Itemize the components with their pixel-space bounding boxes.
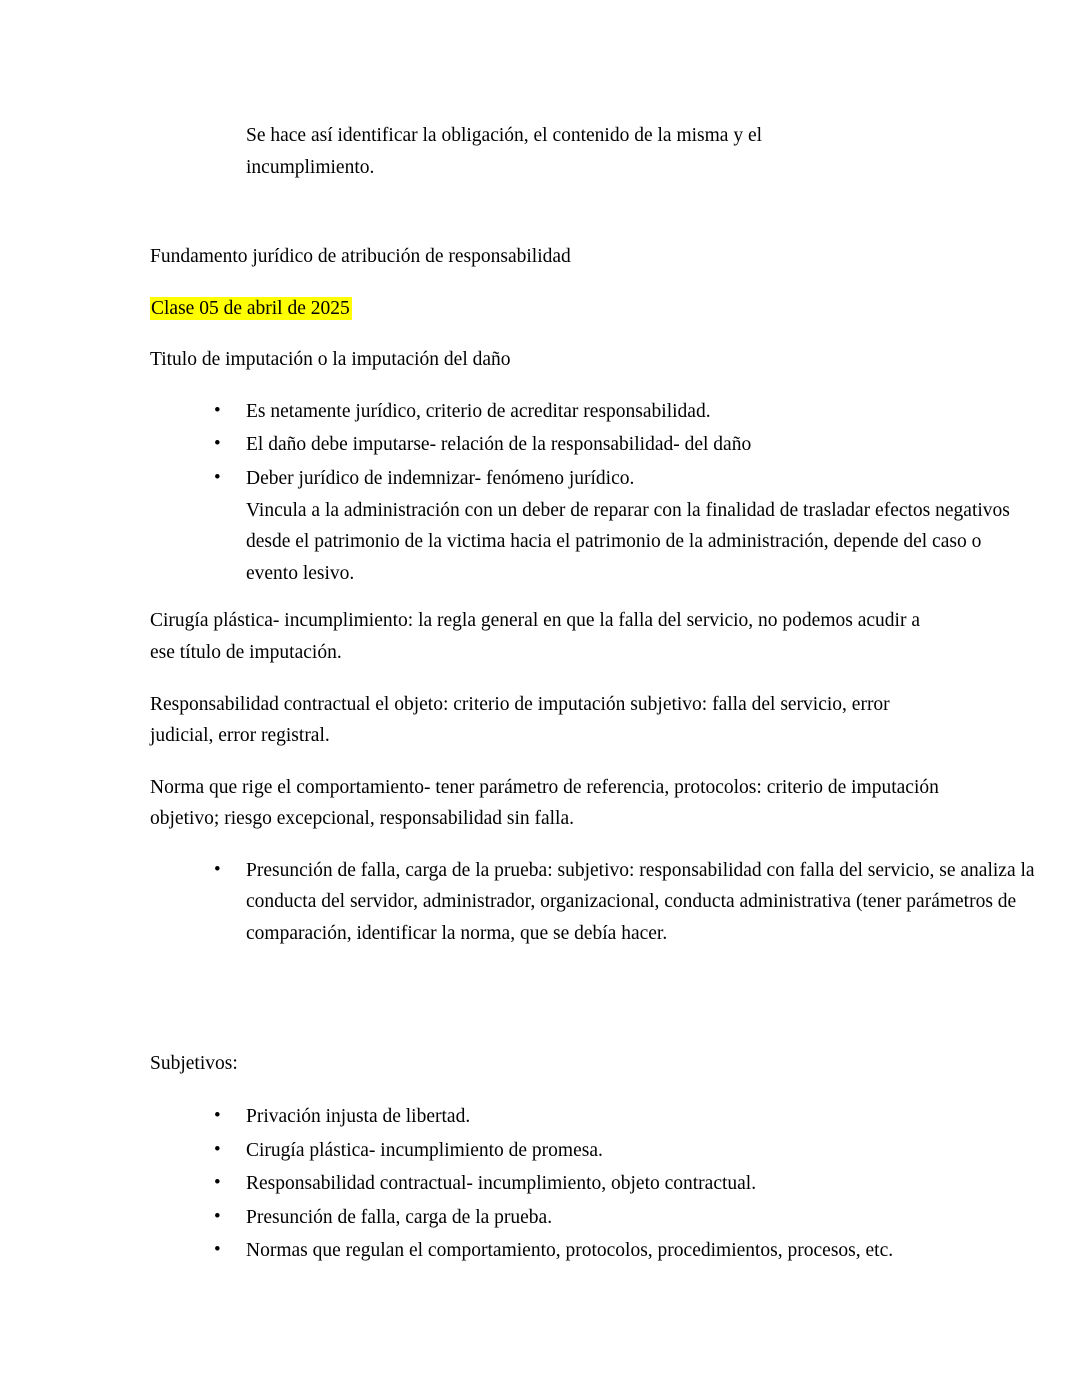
bullet-dot-icon: • <box>214 467 221 489</box>
class-date-line <box>150 293 940 325</box>
list-item-text: Deber jurídico de indemnizar- fenómeno jurídico. <box>246 468 635 490</box>
list-item-text: El daño debe imputarse- relación de la responsabilidad- del daño <box>246 434 752 456</box>
heading-titulo-imputacion: Titulo de imputación o la imputación del daño <box>150 349 511 371</box>
list-item <box>150 1135 1036 1167</box>
class-date-highlight: Clase 05 de abril de 2025 <box>151 297 350 319</box>
list-item <box>150 1101 1036 1133</box>
heading-fundamento-juridico: Fundamento jurídico de atribución de responsabilidad <box>150 246 571 268</box>
bullet-list-titulo-imputacion <box>150 396 1010 589</box>
list-item-text: Presunción de falla, carga de la prueba: subjetivo: responsabilidad con falla del servicio, se analiza la conducta del servidor, administrador, organizacional, conducta administrativa (tener parámetros de comparación, identificar la norma, que se debía hacer. <box>246 859 1035 944</box>
list-item-text: Es netamente jurídico, criterio de acreditar responsabilidad. <box>246 400 711 422</box>
list-item-text: Responsabilidad contractual- incumplimiento, objeto contractual. <box>246 1173 757 1195</box>
list-item <box>150 429 1036 461</box>
list-item-text: Presunción de falla, carga de la prueba. <box>246 1206 553 1228</box>
vertical-spacer <box>150 1087 930 1101</box>
list-item <box>150 396 1036 428</box>
bullet-dot-icon: • <box>214 1172 221 1194</box>
paragraph-cirugia-plastica: Cirugía plástica- incumplimiento: la regla general en que la falla del servicio, no podemos acudir a ese título de imputación. <box>150 610 920 663</box>
bullet-dot-icon: • <box>214 399 221 421</box>
bullet-list-subjetivos <box>150 1101 930 1267</box>
list-item-text: Normas que regulan el comportamiento, protocolos, procedimientos, procesos, etc. <box>246 1240 894 1262</box>
paragraph-responsabilidad-contractual: Responsabilidad contractual el objeto: criterio de imputación subjetivo: falla del servicio, error judicial, error registral. <box>150 693 890 747</box>
bullet-dot-icon: • <box>214 1239 221 1261</box>
bullet-dot-icon: • <box>214 1205 221 1227</box>
list-item-text: Cirugía plástica- incumplimiento de promesa. <box>246 1139 603 1161</box>
list-item <box>150 1168 1036 1200</box>
heading-subjetivos: Subjetivos: <box>150 1052 238 1074</box>
bullet-dot-icon: • <box>214 1105 221 1127</box>
paragraph-norma-comportamiento: Norma que rige el comportamiento- tener parámetro de referencia, protocolos: criterio de imputación objetivo; riesgo excepcional, responsabilidad sin falla. <box>150 776 939 830</box>
bullet-dot-icon: • <box>214 1138 221 1160</box>
list-item <box>150 1235 1036 1267</box>
vertical-spacer <box>150 591 930 605</box>
opening-paragraph: Se hace así identificar la obligación, el contenido de la misma y el incumplimiento. <box>246 125 763 178</box>
list-item-text: Privación injusta de libertad. <box>246 1106 471 1128</box>
bullet-dot-icon: • <box>214 433 221 455</box>
document-body <box>150 120 1035 1267</box>
vertical-spacer <box>150 952 930 1048</box>
vertical-spacer <box>150 183 930 241</box>
list-item-continuation: Vincula a la administración con un deber de reparar con la finalidad de trasladar efectos negativos desde el patrimonio de la victima hacia el patrimonio de la administración, depende del caso o evento lesivo. <box>246 499 1010 584</box>
list-item <box>150 463 1036 589</box>
bullet-list-presuncion-falla <box>150 855 1035 950</box>
list-item <box>150 855 1036 950</box>
bullet-dot-icon: • <box>214 858 221 880</box>
list-item <box>150 1202 1036 1234</box>
